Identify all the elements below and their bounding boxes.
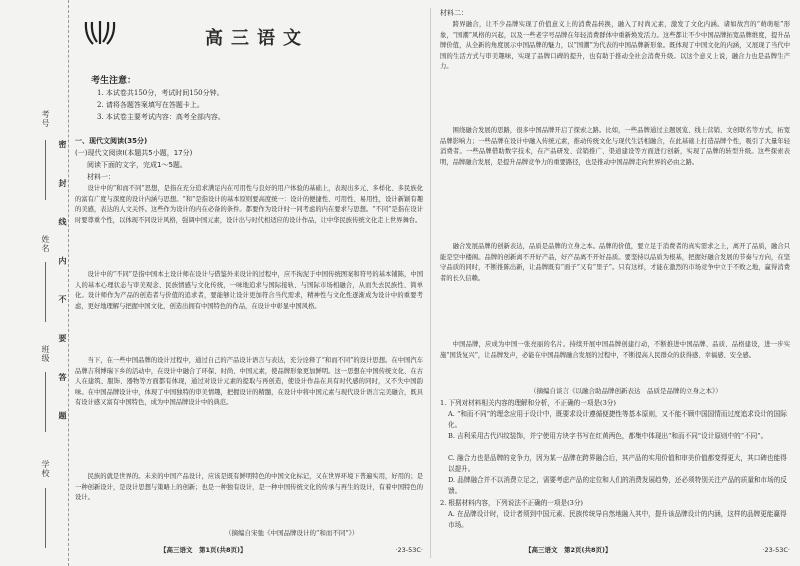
page-2 (440, 6, 792, 558)
page-footer: 【高三语文 第1页(共8页)】 (160, 546, 247, 554)
option-c: C. 融合力也是品牌的竞争力，因为某一品牌在跨界融合后，其产品的实用价值和审美价值都变得更大，其口碑也能得以提升。 (448, 454, 787, 473)
paragraph: 融合发展品牌的创新表达，品质是品牌的立身之本。品牌的价值，要立足于消费者的真实需求之上，离开了品质，融合只能是空中楼阁。品牌的创新离不开好产品，好产品离不开好品质。要坚持以品质为根基，把握好融合发展的节奏与方向，在坚守品质的同时，不断推陈出新，让品牌既有“面子”又有“里子”。只有这样，才能在激烈的市场竞争中立于不败之地，赢得消费者的长久信赖。 (440, 243, 790, 282)
option-b: B. 吉利采用古代四纹装饰，并宁使用方块字书写在红黄两色，都集中体现出“和而不同”设计原则中的“不同”。 (448, 432, 768, 440)
option-a: A. “和而不同”的理念应用于设计中，既要求设计遵循便捷性等基本原则，又不能不顾中国国情而过度追求设计的国际化。 (448, 410, 787, 429)
material-label: 材料二： (440, 9, 468, 17)
notice-item: 3. 本试卷主要考试内容：高考全部内容。 (97, 113, 225, 121)
binding-margin (0, 0, 69, 566)
section-heading: 一、现代文阅读(35分) (75, 137, 148, 145)
page-title: 高三语文 (205, 28, 309, 49)
subsection-heading: (一)现代文阅读Ⅰ(本题共5小题，17分) (75, 149, 193, 157)
paper-code: ·23-53C· (395, 546, 423, 554)
banji-line (45, 372, 46, 432)
paragraph: 围绕融合发展的思路，很多中国品牌开启了探索之路。比如，一些品牌通过主题展览、线上营销、文创联名等方式，拓宽品牌影响力；一些品牌在设计中融入传统元素，推动传统文化与现代生活相融合，在此基础上打造品牌个性，吸引了大量年轻消费者。一些品牌借助数字技术，在产品研发、营销推广、渠道建设等方面进行创新，实现了品牌的转型升级。这些探索表明，品牌融合发展，是提升品牌竞争力的重要路径，也是推动中国品牌走向世界的必由之路。 (440, 127, 790, 166)
instruction: 阅读下面的文字，完成1～5题。 (87, 161, 187, 169)
source-citation: （摘编自谈言《以融合助品牌创新表达 品质是品牌的立身之本》） (530, 387, 722, 395)
paragraph: 跨界融合，让不少品牌实现了价值意义上的消费品转换，融入了时尚元素，激发了文化内涵。诸如故宫的“萌萌哒”形象，“国潮”风格的兴起，以及一些老字号品牌在年轻消费群体中重新焕发活力。这些都让不少中国品牌拓宽品牌维度，提升品牌价值，从全新的角度展示中国品牌的魅力，以“国潮”为代表的中国品牌新形象。既体现了中国文化的内涵，又展现了当代中国的生活方式与审美趣味，实现了品牌口碑的提升，也有助于推动全社会消费升级。以这个意义上说，融合力也是品牌生产力。 (440, 21, 790, 70)
option-a: A. 在品牌设计时，设计者须到中国元素、民族传统导自然地融入其中，提升该品牌设计的内涵，这样的品牌更能赢得市场。 (448, 510, 787, 529)
logo-icon (83, 18, 117, 48)
page-footer: 【高三语文 第2页(共8页)】 (525, 546, 612, 554)
notice-list (97, 87, 225, 123)
kaohao-line (45, 140, 46, 200)
paragraph: 当下，在一些中国品牌的设计过程中，通过自己的产品设计语言与表达，充分诠释了“和而不同”的设计思想。在中国汽车品牌吉利博瑞下乡的活动中，在设计中融合了环保、时尚、中国元素，使品牌形象更加鲜明。这一思想在中国传统文化、在古人在建筑、服饰、器物等方面都有体现，通过对设计元素的提取与再创造，使设计作品在具有时代感的同时，又不失中国韵味。在中国品牌设计中，体现了中国独特的审美情趣，把握设计的精髓，在设计中将中国元素与现代设计语言完美融合，既具有设计感又富有中国特色，成为中国品牌设计中的典范。 (75, 357, 423, 406)
notice-item: 2. 请将各题答案填写在答题卡上。 (97, 101, 204, 109)
xuexiao-line (45, 488, 46, 548)
source-citation: （摘编自宋弛《中国品牌设计的“和而不同”》） (225, 529, 359, 537)
xingming-line (45, 262, 46, 322)
page-divider (430, 8, 431, 558)
question-2: 2. 根据材料内容，下列说法不正确的一项是(3分) (440, 499, 584, 507)
notice-item: 1. 本试卷共150分，考试时间150分钟。 (97, 89, 224, 97)
paragraph: 设计中的“和而不同”思想，是指在充分追求满足内在可用性与良好的用户体验的基础上，表现出多元、多样化、多民族化的富有广度与深度的设计内涵与思想。“和”是指设计的基本原则要高度统一：设计的便捷性、可用性、易用性，设计新颖有趣的美感，表达的人文关怀。这些作为设计的内在必备的条件。都要作为设计时一同考虑的内在要求与思想。“不同”是指在设计时要尊重个性，以体现不同设计风格，强调中国元素，设计出与时代相适应的设计作品，让中华民族传统文化走上世界舞台。 (75, 185, 423, 224)
seal-notice: 密 封 线 内 不 要 答 题 (58, 140, 68, 434)
xuexiao-label: 学校 (41, 460, 50, 478)
page-1 (75, 6, 425, 558)
paragraph: 中国品牌，应成为中国一张亮丽的名片。持续开展中国品牌创建行动，不断推进中国品牌、品质、品格建设，进一步实施“国货复兴”，让品牌发声，必能在中国品牌融合发展的过程中，不断提高人民群众的获得感、幸福感、安全感。 (440, 341, 790, 359)
xingming-label: 姓名 (41, 235, 50, 253)
paragraph: 设计中的“不同”是指中国本土设计师在设计与借鉴外来设计的过程中，应不拘泥于中国传统图案和符号的基本铺陈，中国人的基本心理状态与审美观念、民族情感与文化传统，一味地追求与国际接轨、与国际市场相融合，从而失去民族性、简单化。设计师作为产品的创造者与价值的追求者，要能够让设计更加符合当代需求，精神性与文化性逐渐成为设计中的重要考虑，更好地理解与把握中国文化，创造出拥有中国特色的作品，在设计中彰显中国风格。 (75, 271, 423, 310)
question-1: 1. 下列对材料相关内容的理解和分析，不正确的一项是(3分) (440, 399, 616, 407)
banji-label: 班级 (41, 345, 50, 363)
paragraph: 民族的就是世界的。未来的中国产品设计，应该是既有鲜明特色的中国文化标记，又在世界环境下普遍实用，好用的；是一种创新设计，是设计思想与策略上的创新；也是一种独有设计，是一种中国传统文化的传承与再生的设计，有着中国特色的设计。 (75, 473, 423, 501)
material-label: 材料一： (87, 173, 115, 181)
kaohao-label: 考号 (41, 110, 50, 128)
paper-code: ·23-53C· (762, 546, 790, 554)
notice-heading: 考生注意： (91, 76, 137, 86)
option-d: D. 品牌融合并不以消费立足之，需要考虑产品的定位和人们的消费发展趋势，还必须特别关注产品的质量和市场的反馈。 (448, 476, 787, 495)
